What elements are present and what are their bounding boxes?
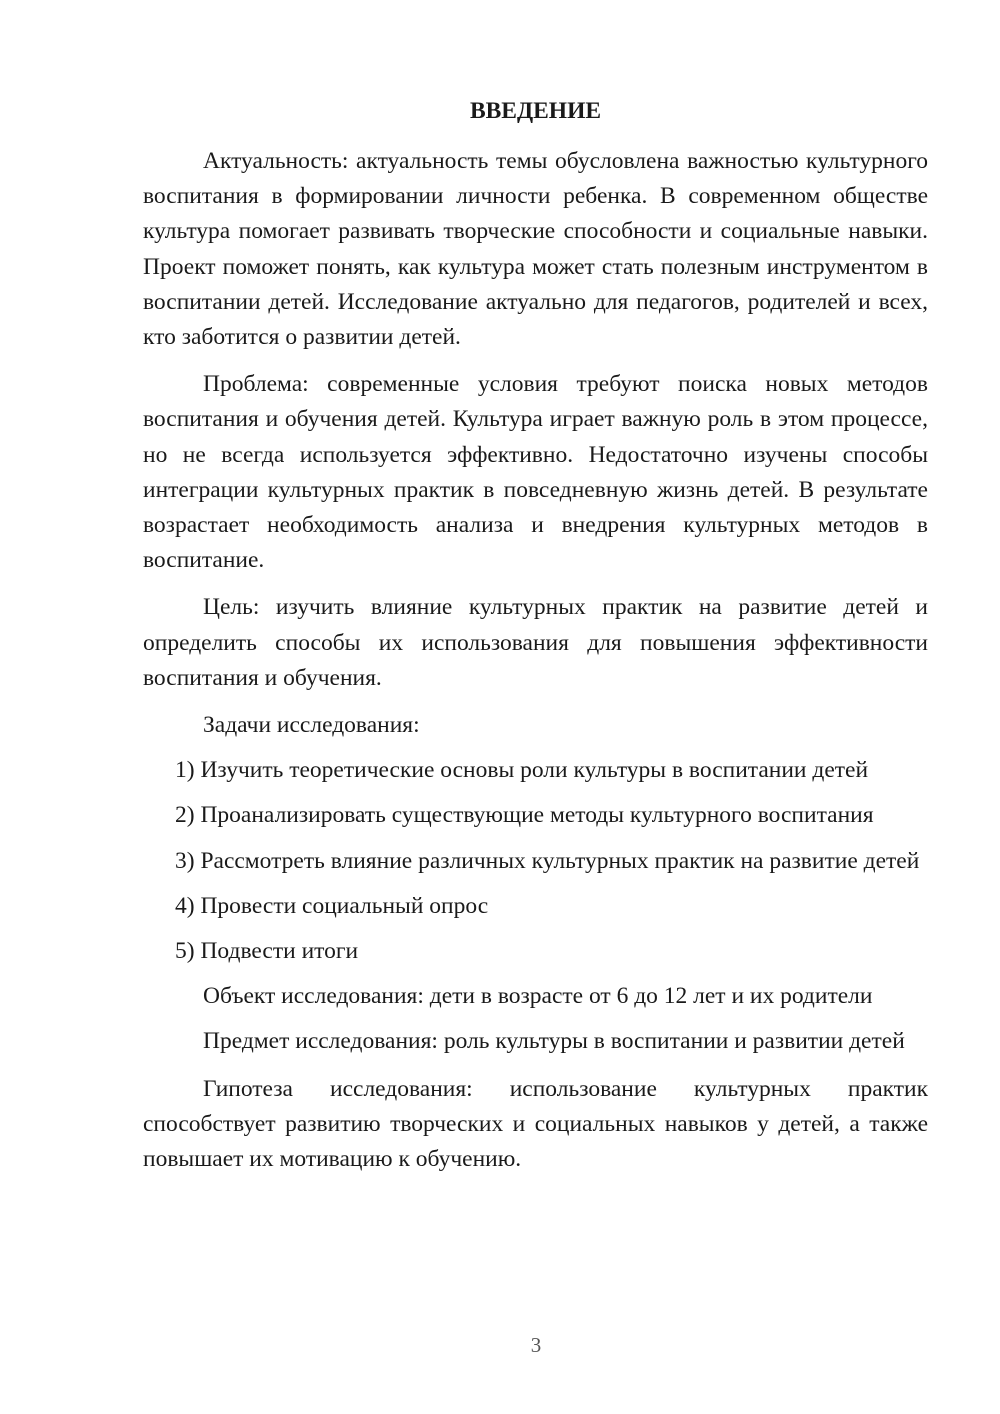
- goal-paragraph: Цель: изучить влияние культурных практик на развитие детей и определить способы их использования для повышения эффективности воспитания и обучения.: [143, 594, 928, 691]
- hypothesis-paragraph: Гипотеза исследования: использование культурных практик способствует развитию творческих и социальных навыков у детей, а также повышает их мотивацию к обучению.: [143, 1075, 928, 1173]
- relevance-paragraph: Актуальность: актуальность темы обусловлена важностью культурного воспитания в формировании личности ребенка. В современном обществе культура помогает развивать творческие способности и социальные навыки. Проект поможет понять, как культура может стать полезным инструментом в воспитании детей. Исследование актуально для педагогов, родителей и всех, кто заботится о развитии детей.: [143, 148, 928, 351]
- tasks-heading: Задачи исследования:: [203, 712, 420, 739]
- problem-paragraph: Проблема: современные условия требуют поиска новых методов воспитания и обучения детей. Культура играет важную роль в этом процессе, но не всегда используется эффективно. Недостаточно изучены способы интеграции культурных практик в повседневную жизнь детей. В результате возрастает необходимость анализа и внедрения культурных методов в воспитание.: [143, 371, 928, 574]
- subject-paragraph: Предмет исследования: роль культуры в воспитании и развитии детей: [203, 1028, 905, 1055]
- document-page: [143, 94, 928, 1189]
- page-number: 3: [530, 1333, 542, 1357]
- object-paragraph: Объект исследования: дети в возрасте от 6 до 12 лет и их родители: [203, 983, 873, 1010]
- list-item: 4) Провести социальный опрос: [175, 892, 489, 919]
- tasks-list: [143, 753, 928, 969]
- list-item: 1) Изучить теоретические основы роли культуры в воспитании детей: [175, 757, 869, 784]
- list-item: 3) Рассмотреть влияние различных культурных практик на развитие детей: [175, 847, 920, 874]
- list-item: 2) Проанализировать существующие методы культурного воспитания: [175, 802, 874, 829]
- section-title: ВВЕДЕНИЕ: [469, 98, 602, 124]
- list-item: 5) Подвести итоги: [175, 938, 359, 965]
